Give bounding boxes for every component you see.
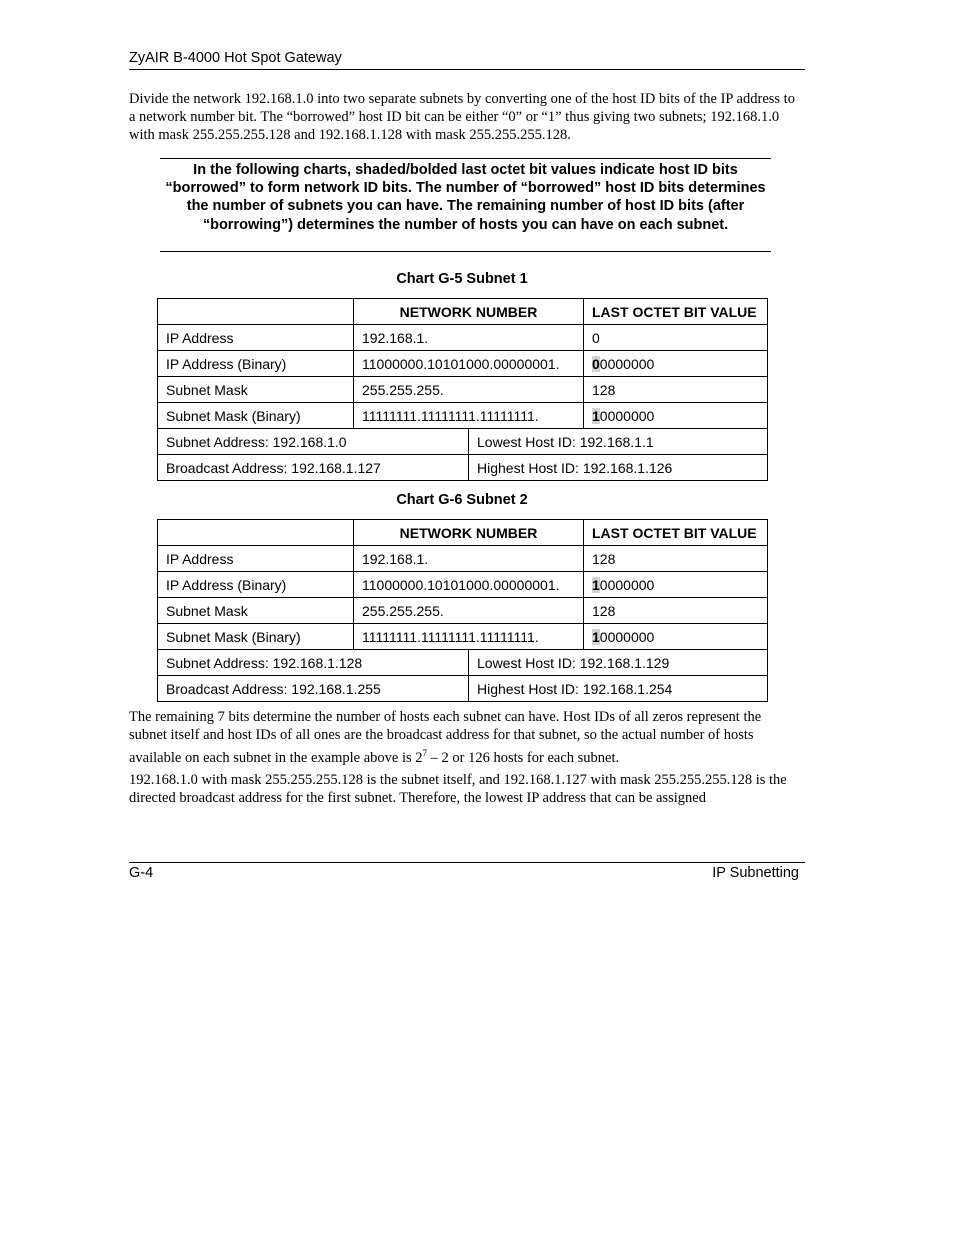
broadcast-address-cell: Broadcast Address: 192.168.1.255 [158,676,469,702]
row-last-octet: 0 [584,325,768,351]
broadcast-paragraph: 192.168.1.0 with mask 255.255.255.128 is the subnet itself, and 192.168.1.127 with mask 255.255.255.128 is the directed broadcast address for the first subnet. Therefore, the lowest IP address that can be assigned [129,772,787,807]
row-last-octet [584,403,768,429]
row-label: Subnet Mask (Binary) [158,624,354,650]
row-network: 255.255.255. [354,598,584,624]
row-label: IP Address [158,546,354,572]
table-row [158,377,768,403]
row-last-octet: 128 [584,546,768,572]
row-network: 11000000.10101000.00000001. [354,351,584,377]
page-footer [129,862,805,883]
table-row [158,624,768,650]
table-row [158,403,768,429]
note-text: In the following charts, shaded/bolded last octet bit values indicate host ID bits “borrowed” to form network ID bits. The number of “borrowed” host ID bits determines the number of subnets you can have. The remaining number of host ID bits (after “borrowing”) determines the number of hosts you can have on each subnet. [165,162,766,233]
highest-host-cell: Highest Host ID: 192.168.1.126 [469,455,768,481]
row-label: IP Address [158,325,354,351]
intro-paragraph: Divide the network 192.168.1.0 into two separate subnets by converting one of the host ID bits of the IP address to a network number bit. The “borrowed” host ID bit can be either “0” or “1” thus giving two subnets; 192.168.1.0 with mask 255.255.255.128 and 192.168.1.128 with mask 255.255.255.128. [129,91,795,144]
row-last-octet [584,351,768,377]
lowest-host-cell: Lowest Host ID: 192.168.1.1 [469,429,768,455]
table-row [158,429,768,455]
row-last-octet [584,624,768,650]
highest-host-cell: Highest Host ID: 192.168.1.254 [469,676,768,702]
row-last-octet: 128 [584,377,768,403]
subnet-address-cell: Subnet Address: 192.168.1.0 [158,429,469,455]
broadcast-address-cell: Broadcast Address: 192.168.1.127 [158,455,469,481]
row-label: Subnet Mask [158,377,354,403]
borrowed-bit: 0 [592,355,600,372]
row-last-octet: 128 [584,598,768,624]
table-header-row [158,299,768,325]
table-row [158,546,768,572]
page-header [129,49,805,70]
table-row [158,351,768,377]
header-title: ZyAIR B-4000 Hot Spot Gateway [129,50,342,66]
chart-g5-title: Chart G-5 Subnet 1 [396,271,528,287]
table-row [158,455,768,481]
table-header-row [158,520,768,546]
row-network: 11111111.11111111.11111111. [354,403,584,429]
borrowed-bit: 1 [592,576,600,593]
remaining-bits: 0000000 [599,407,655,424]
remaining-bits: 0000000 [599,628,655,645]
subnet-address-cell: Subnet Address: 192.168.1.128 [158,650,469,676]
page-number: G-4 [129,865,154,881]
hosts-paragraph [129,708,801,767]
header-last-octet: LAST OCTET BIT VALUE [584,520,768,546]
chart-g6-title: Chart G-6 Subnet 2 [396,492,528,508]
section-name: IP Subnetting [712,865,799,881]
table-row [158,572,768,598]
table-row [158,676,768,702]
header-network-number: NETWORK NUMBER [354,299,584,325]
header-empty-cell [158,299,354,325]
borrowed-bit: 1 [592,628,600,645]
row-label: Subnet Mask [158,598,354,624]
row-network: 192.168.1. [354,546,584,572]
row-network: 192.168.1. [354,325,584,351]
table-row [158,325,768,351]
remaining-bits: 0000000 [599,576,655,593]
lowest-host-cell: Lowest Host ID: 192.168.1.129 [469,650,768,676]
header-empty-cell [158,520,354,546]
header-last-octet: LAST OCTET BIT VALUE [584,299,768,325]
row-label: IP Address (Binary) [158,572,354,598]
row-label: Subnet Mask (Binary) [158,403,354,429]
chart-g6-table [157,519,768,702]
hosts-text-after: – 2 or 126 hosts for each subnet. [427,750,620,767]
table-row [158,598,768,624]
table-row [158,650,768,676]
row-network: 11111111.11111111.11111111. [354,624,584,650]
exponent: 7 [422,748,428,759]
header-network-number: NETWORK NUMBER [354,520,584,546]
borrowed-bit: 1 [592,407,600,424]
row-network: 11000000.10101000.00000001. [354,572,584,598]
chart-g5-table [157,298,768,481]
row-network: 255.255.255. [354,377,584,403]
row-label: IP Address (Binary) [158,351,354,377]
note-box [160,158,771,252]
remaining-bits: 0000000 [599,355,655,372]
row-last-octet [584,572,768,598]
hosts-text-before: The remaining 7 bits determine the number of hosts each subnet can have. Host IDs of all zeros represent the subnet itself and host IDs of all ones are the broadcast address for that subnet, so the actual number of hosts available on each subnet in the example above is 2 [129,709,762,767]
